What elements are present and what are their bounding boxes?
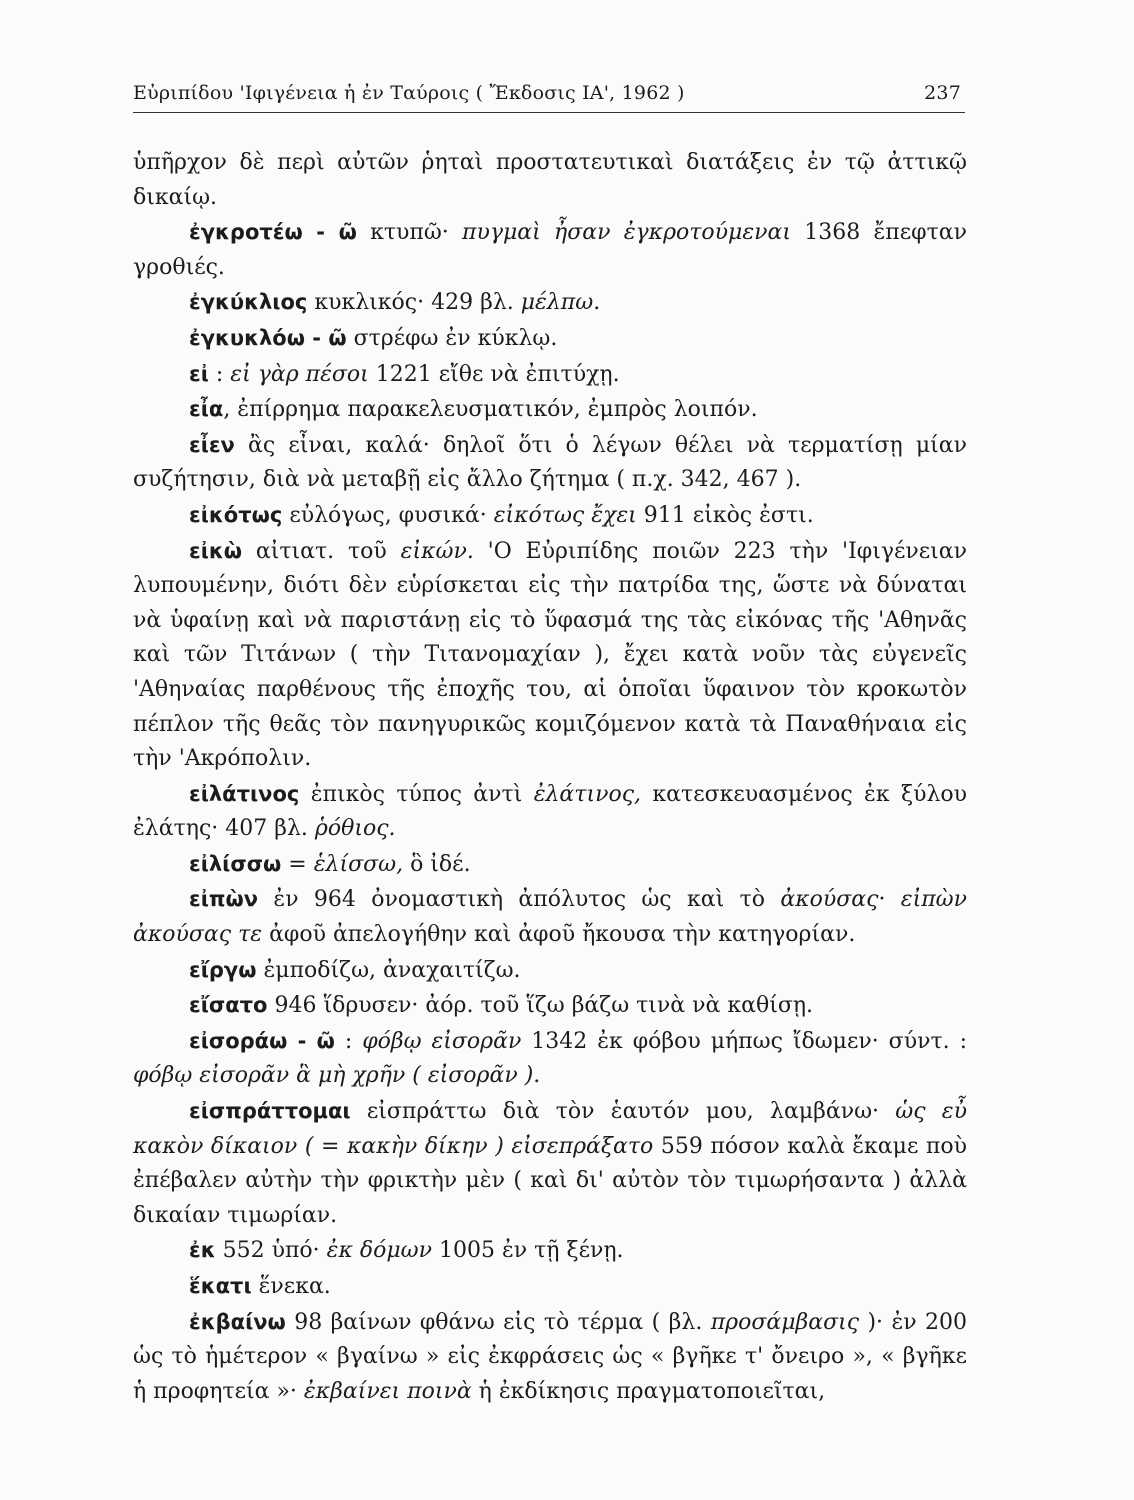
dictionary-entry xyxy=(133,285,967,321)
entry-italic-text: πυγμαὶ ἦσαν ἐγκροτούμεναι xyxy=(462,220,792,246)
entry-headword: εἶα xyxy=(189,397,224,422)
entry-text: = xyxy=(281,851,314,877)
entry-text: ἂς εἶναι, καλά· δηλοῖ ὅτι ὁ λέγων θέλει νὰ τερματίσῃ μίαν συζήτησιν, διὰ νὰ μεταβῇ εἰς ἄλλο ζήτημα ( π.χ. 342, 467 ). xyxy=(133,432,967,493)
entry-text: 559 πόσον καλὰ ἔκαμε ποὺ ἐπέβαλεν αὐτὴν τὴν φρικτὴν μὲν ( καὶ δι' αὐτὸν τὸν τιμωρήσαντα ) ἀλλὰ δικαίαν τιμωρίαν. xyxy=(133,1133,967,1228)
entry-italic-text: ἐλάτινος, xyxy=(533,781,642,807)
entry-italic-text: ῥόθιος. xyxy=(314,816,396,842)
entry-text: : xyxy=(334,1028,363,1054)
entry-italic-text: φόβῳ εἰσορᾶν xyxy=(362,1028,522,1054)
entry-text: ἀφοῦ ἀπελογήθην καὶ ἀφοῦ ἤκουσα τὴν κατηγορίαν. xyxy=(262,922,856,948)
dictionary-entry xyxy=(133,777,967,847)
entry-text: 1342 ἐκ φόβου μήπως ἴδωμεν· σύντ. : xyxy=(521,1028,967,1054)
entry-text: κτυπῶ· xyxy=(356,220,463,246)
dictionary-entry xyxy=(133,882,967,952)
dictionary-entry xyxy=(133,215,967,285)
dictionary-entry xyxy=(133,321,967,357)
entry-italic-text: εἰ γὰρ πέσοι xyxy=(230,361,369,387)
continuation-paragraph xyxy=(133,146,967,215)
entry-text: ὑπῆρχον δὲ περὶ αὐτῶν ῥηταὶ προστατευτικαὶ διατάξεις ἐν τῷ ἀττικῷ δικαίῳ. xyxy=(133,150,967,210)
entry-text: , ἐπίρρημα παρακελευσματικόν, ἐμπρὸς λοιπόν. xyxy=(223,397,758,423)
entry-text: κυκλικός· 429 βλ. xyxy=(307,290,521,316)
entry-text: 911 εἰκὸς ἐστι. xyxy=(636,502,814,528)
dictionary-entry xyxy=(133,428,967,498)
entry-headword: ἐγκυκλόω - ῶ xyxy=(189,325,347,350)
dictionary-text xyxy=(133,146,967,1409)
entry-italic-text: εἰκότως ἔχει xyxy=(493,502,637,528)
entry-text: : xyxy=(208,361,231,387)
entry-headword: ἕκατι xyxy=(189,1274,252,1298)
entry-italic-text: εἰκών. xyxy=(400,538,474,564)
header-title: Εὐριπίδου 'Ιφιγένεια ἡ ἐν Ταύροις ( Ἔκδοσις ΙΑ', 1962 ) xyxy=(133,82,685,104)
entry-headword: εἰπὼν xyxy=(189,887,259,912)
entry-text: εἰσπράττω διὰ τὸν ἑαυτόν μου, λαμβάνω· xyxy=(350,1099,896,1125)
entry-italic-text: ἀκούσας· εἰπὼν ἀκούσας τε xyxy=(133,887,967,948)
dictionary-entry xyxy=(133,847,967,883)
entry-text: 1368 ἔπεφταν γροθιές. xyxy=(133,220,967,280)
entry-text: ἐμποδίζω, ἀναχαιτίζω. xyxy=(256,957,521,983)
entry-headword: εἰκὼ xyxy=(189,538,243,563)
entry-text: 1005 ἐν τῇ ξένῃ. xyxy=(431,1238,624,1264)
entry-headword: ἐκβαίνω xyxy=(189,1309,286,1334)
entry-italic-text: μέλπω. xyxy=(520,290,601,316)
dictionary-entry xyxy=(133,1094,967,1233)
dictionary-entry xyxy=(133,498,967,534)
entry-text: αἰτιατ. τοῦ xyxy=(242,538,401,564)
dictionary-entry xyxy=(133,534,967,777)
entry-text: 552 ὑπό· xyxy=(215,1238,327,1264)
entry-text: )· ἐν 200 ὡς τὸ ἡμέτερον « βγαίνω » εἰς ἐκφράσεις ὡς « βγῆκε τ' ὄνειρο », « βγῆκε ἡ προφητεία »· xyxy=(133,1309,968,1404)
entry-text: κατεσκευασμένος ἐκ ξύλου ἐλάτης· 407 βλ. xyxy=(133,781,968,842)
entry-headword: εἰσοράω - ῶ xyxy=(189,1028,335,1053)
entry-headword: ἐκ xyxy=(189,1238,216,1263)
entry-italic-text: ὡς εὖ κακὸν δίκαιον ( = κακὴν δίκην ) εἰσεπράξατο xyxy=(133,1099,967,1159)
dictionary-entry xyxy=(133,1269,967,1305)
entry-text: ὃ ἰδέ. xyxy=(403,851,471,877)
entry-headword: εἰ xyxy=(189,361,209,386)
entry-text: 98 βαίνων φθάνω εἰς τὸ τέρμα ( βλ. xyxy=(285,1309,711,1335)
entry-text: ἡ ἐκδίκησις πραγματοποιεῖται, xyxy=(471,1378,826,1404)
entry-headword: ἐγκροτέω - ῶ xyxy=(189,220,357,245)
entry-text: ἐν 964 ὀνομαστικὴ ἀπόλυτος ὡς καὶ τὸ xyxy=(258,887,781,913)
entry-italic-text: προσάμβασις xyxy=(710,1309,860,1335)
entry-headword: εἰλάτινος xyxy=(189,781,300,806)
entry-headword: εἶεν xyxy=(189,432,235,457)
dictionary-entry xyxy=(133,357,967,393)
entry-text: 'Ο Εὐριπίδης ποιῶν 223 τὴν 'Ιφιγένειαν λυπουμένην, διότι δὲν εὑρίσκεται εἰς τὴν πατρίδα της, ὥστε νὰ δύναται νὰ ὑφαίνῃ καὶ νὰ παριστάνῃ εἰς τὸ ὕφασμά της τὰς εἰκόνας τῆς 'Αθηνᾶς καὶ τῶν Τιτάνων ( τὴν Τιτανομαχίαν ), ἔχει κατὰ νοῦν τὰς εὐγενεῖς 'Αθηναίας παρθένους τῆς ἐποχῆς του, αἱ ὁποῖαι ὕφαινον τὸν κροκωτὸν πέπλον τῆς θεᾶς τὸν πανηγυρικῶς κομιζόμενον κατὰ τὰ Παναθήναια εἰς τὴν 'Ακρόπολιν. xyxy=(133,538,968,772)
dictionary-entry xyxy=(133,392,967,428)
entry-headword: ἐγκύκλιος xyxy=(189,290,308,315)
dictionary-entry xyxy=(133,1024,967,1094)
entry-text: 946 ἵδρυσεν· ἀόρ. τοῦ ἵζω βάζω τινὰ νὰ καθίσῃ. xyxy=(267,993,814,1019)
dictionary-entry xyxy=(133,953,967,989)
entry-text: ἕνεκα. xyxy=(251,1274,331,1299)
entry-italic-text: ἐκβαίνει ποινὰ xyxy=(303,1378,472,1404)
entry-headword: εἰκότως xyxy=(189,502,283,527)
entry-text: στρέφω ἐν κύκλῳ. xyxy=(346,325,558,351)
page-number: 237 xyxy=(924,82,961,104)
entry-italic-text: ἑλίσσω, xyxy=(313,851,404,877)
running-header xyxy=(133,78,965,113)
entry-headword: εἴργω xyxy=(189,957,257,982)
entry-text: 1221 εἴθε νὰ ἐπιτύχῃ. xyxy=(368,361,620,387)
entry-italic-text: ἐκ δόμων xyxy=(326,1238,432,1264)
dictionary-entry xyxy=(133,988,967,1024)
dictionary-entry xyxy=(133,1233,967,1269)
entry-italic-text: φόβῳ εἰσορᾶν ἃ μὴ χρῆν ( εἰσορᾶν ). xyxy=(133,1063,541,1089)
entry-headword: εἰσπράττομαι xyxy=(189,1099,351,1124)
entry-text: εὐλόγως, φυσικά· xyxy=(282,502,494,528)
dictionary-entry xyxy=(133,1305,967,1410)
entry-headword: εἰλίσσω xyxy=(189,851,282,876)
entry-headword: εἴσατο xyxy=(189,993,268,1018)
entry-text: ἐπικὸς τύπος ἀντὶ xyxy=(299,781,534,807)
